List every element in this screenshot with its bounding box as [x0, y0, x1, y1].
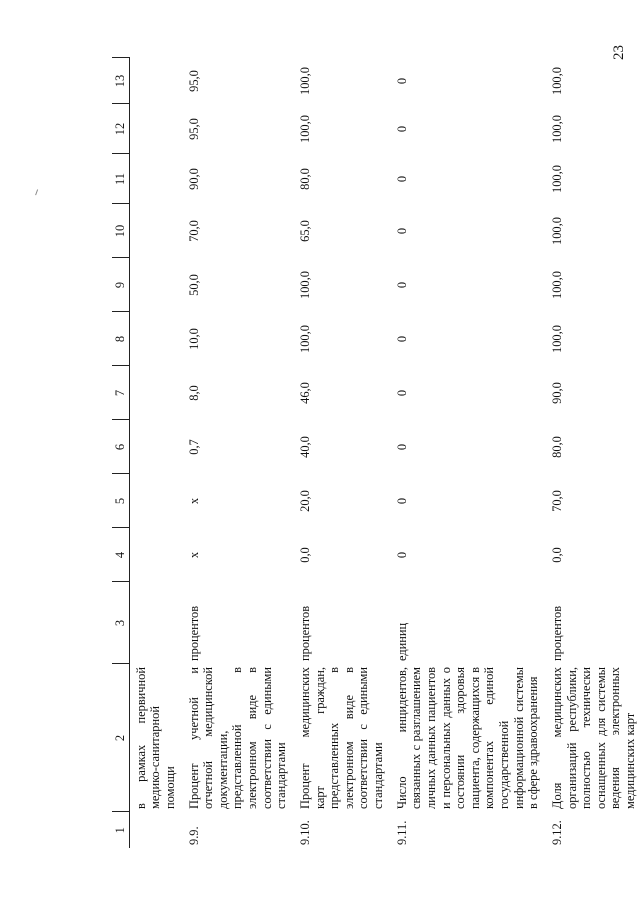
row-value: 0: [394, 335, 409, 343]
row-value: [129, 420, 182, 474]
row-value: x: [186, 551, 201, 559]
row-unit: [129, 582, 182, 664]
row-value: 100,0: [297, 271, 312, 299]
column-header: 5: [112, 474, 129, 528]
table-row: [129, 58, 182, 848]
row-number: 9.9.: [186, 826, 201, 845]
row-value: 8,0: [186, 385, 201, 401]
row-value: [129, 58, 182, 104]
row-number: 9.11.: [394, 820, 409, 845]
row-value: [129, 258, 182, 312]
column-header: 4: [112, 528, 129, 582]
table-row: [294, 58, 391, 848]
row-description: Процент медицинских карт граждан, представленных в электронном виде в соответствии с едиными стандартами: [297, 667, 385, 809]
row-description: в рамках первичной медико-санитарной помощи: [133, 667, 177, 809]
indicator-table: [112, 58, 639, 849]
scan-speck: [35, 189, 42, 196]
row-description: Число инцидентов, связанных с разглашением личных данных пациентов и персональных данных о состоянии здоровья пациента, содержащихся в компонентах единой государственной информационной системы в сфере здравоохранения: [394, 667, 541, 809]
row-number: 9.12.: [549, 820, 564, 845]
row-value: 100,0: [297, 325, 312, 353]
row-unit: процентов: [549, 605, 564, 661]
column-header: 11: [112, 154, 129, 204]
row-value: 95,0: [186, 118, 201, 140]
row-number: [129, 812, 182, 848]
column-header: 1: [112, 812, 129, 848]
row-value: [129, 528, 182, 582]
row-value: 100,0: [549, 217, 564, 245]
table-container: [112, 58, 637, 848]
table-row: [391, 58, 546, 848]
row-value: 0: [394, 443, 409, 451]
row-value: 90,0: [186, 168, 201, 190]
row-value: 70,0: [549, 490, 564, 512]
row-value: 100,0: [297, 115, 312, 143]
row-value: [129, 204, 182, 258]
row-value: [129, 366, 182, 420]
row-value: 0: [394, 497, 409, 505]
row-value: 100,0: [297, 67, 312, 95]
row-value: 80,0: [549, 436, 564, 458]
row-value: 50,0: [186, 274, 201, 296]
column-header: 3: [112, 582, 129, 664]
row-unit: процентов: [297, 605, 312, 661]
header-row: [112, 58, 129, 848]
row-value: 20,0: [297, 490, 312, 512]
row-value: 0: [394, 389, 409, 397]
row-unit: процентов: [186, 605, 201, 661]
row-value: 40,0: [297, 436, 312, 458]
row-value: 0: [394, 227, 409, 235]
row-description: Доля медицинских организаций республики, полностью технически оснащенных для системы ведения электронных медицинских карт: [549, 667, 637, 809]
row-value: 100,0: [549, 115, 564, 143]
row-value: 0: [394, 77, 409, 85]
row-value: 46,0: [297, 382, 312, 404]
column-header: 8: [112, 312, 129, 366]
column-header: 9: [112, 258, 129, 312]
row-value: 0: [394, 281, 409, 289]
row-value: 80,0: [297, 168, 312, 190]
row-value: [129, 154, 182, 204]
row-value: 100,0: [549, 271, 564, 299]
row-value: 100,0: [549, 67, 564, 95]
row-value: 10,0: [186, 328, 201, 350]
row-value: 0,0: [549, 547, 564, 563]
row-value: 0: [394, 125, 409, 133]
row-value: 0,0: [297, 547, 312, 563]
row-value: 70,0: [186, 220, 201, 242]
column-header: 7: [112, 366, 129, 420]
row-value: 65,0: [297, 220, 312, 242]
page-number: 23: [611, 45, 627, 60]
row-value: 95,0: [186, 70, 201, 92]
column-header: 10: [112, 204, 129, 258]
column-header: 2: [112, 664, 129, 812]
column-header: 6: [112, 420, 129, 474]
row-value: 100,0: [549, 165, 564, 193]
table-row: [546, 58, 639, 848]
row-value: 0,7: [186, 439, 201, 455]
column-header: 12: [112, 104, 129, 154]
row-value: x: [186, 497, 201, 505]
row-value: 0: [394, 551, 409, 559]
row-value: 90,0: [549, 382, 564, 404]
row-value: 0: [394, 175, 409, 183]
row-description: Процент учетной и отчетной медицинской документации, представленной в электронном виде в соответствии с едиными стандартами: [186, 667, 289, 809]
row-value: 100,0: [549, 325, 564, 353]
row-unit: единиц: [394, 622, 409, 661]
row-value: [129, 312, 182, 366]
row-number: 9.10.: [297, 820, 312, 845]
table-row: [183, 58, 294, 848]
row-value: [129, 474, 182, 528]
column-header: 13: [112, 58, 129, 104]
row-value: [129, 104, 182, 154]
